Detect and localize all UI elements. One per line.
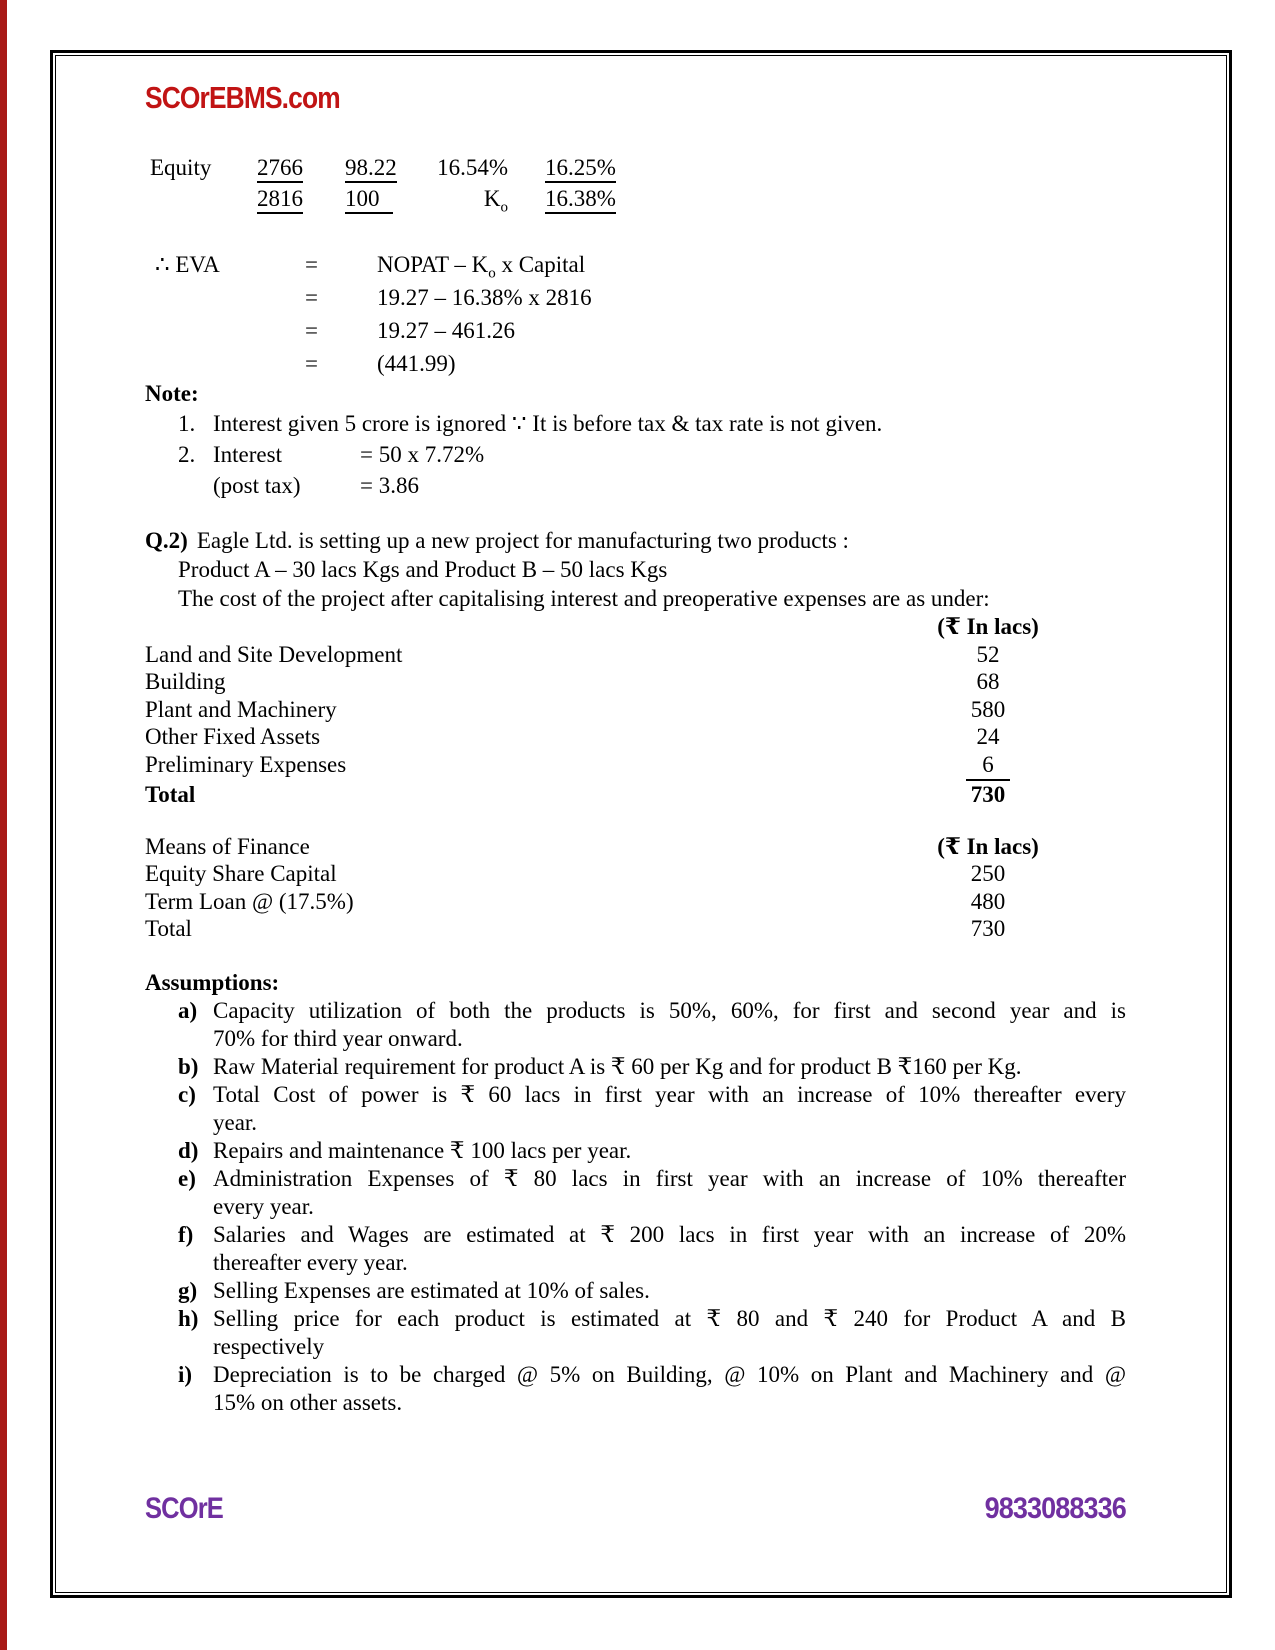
footer-brand: SCOrE — [145, 1492, 223, 1525]
assumption-b: b) Raw Material requirement for product A is ₹ 60 per Kg and for product B ₹160 per Kg. — [178, 1053, 1022, 1079]
eva-result: (441.99) — [377, 351, 456, 376]
assumption-a: a) Capacity utilization of both the products is 50%, 60%, for first and second year and is 70% for third year onward. — [178, 997, 1126, 1051]
assumption-i: i) Depreciation is to be charged @ 5% on Building, @ 10% on Plant and Machinery and @ 15% on other assets. — [178, 1361, 1126, 1415]
equity-r1-c2: 98.22 — [345, 155, 397, 183]
ko-subscript: o — [488, 265, 496, 282]
note-heading: Note: — [145, 381, 199, 406]
assumption-d: d) Repairs and maintenance ₹ 100 lacs per year. — [178, 1137, 632, 1163]
eva-calculation-block — [145, 248, 1126, 380]
question-2-intro: Q.2) Eagle Ltd. is setting up a new project for manufacturing two products : — [145, 528, 849, 553]
table-row: Plant and Machinery 580 — [145, 696, 1006, 722]
note-item-1: 1. Interest given 5 crore is ignored ∵ It is before tax & tax rate is not given. — [145, 408, 1126, 439]
note-section — [145, 380, 1126, 501]
assumption-e: e) Administration Expenses of ₹ 80 lacs in first year with an increase of 10% thereafter every year. — [178, 1165, 1126, 1219]
equity-row-1 — [150, 152, 1126, 183]
assumption-g: g) Selling Expenses are estimated at 10% of sales. — [178, 1277, 650, 1303]
eva-line-4: = (441.99) — [155, 347, 1126, 380]
equity-r2-c3-ko: $K_o$ — [483, 186, 508, 216]
question-2-products: Product A – 30 lacs Kgs and Product B – 50 lacs Kgs — [178, 557, 668, 582]
eva-label: ∴ EVA — [155, 252, 220, 277]
assumption-f: f) Salaries and Wages are estimated at ₹ 200 lacs in first year with an increase of 20% thereafter every year. — [178, 1221, 1126, 1275]
page-content — [56, 56, 1226, 1592]
assumption-h: h) Selling price for each product is estimated at ₹ 80 and ₹ 240 for Product A and B respectively — [178, 1305, 1126, 1359]
equity-working-table — [145, 152, 1126, 214]
site-logo: SCOrEBMS.com — [145, 80, 340, 115]
finance-amount-header: (₹ In lacs) — [937, 833, 1039, 859]
ko-subscript: o — [500, 199, 508, 216]
page-frame — [50, 50, 1232, 1598]
page-footer — [145, 1492, 1126, 1526]
means-of-finance-table — [145, 833, 1126, 943]
question-2-cost-intro: The cost of the project after capitalising interest and preoperative expenses are as under: — [178, 586, 990, 611]
assumptions-section — [145, 969, 1126, 1417]
assumptions-heading: Assumptions: — [145, 969, 280, 995]
finance-total-row: Total 730 — [145, 916, 1006, 941]
table-row: Building 68 — [145, 669, 1000, 694]
assumption-c: c) Total Cost of power is ₹ 60 lacs in first year with an increase of 10% thereafter every year. — [178, 1081, 1126, 1135]
page-left-edge-stripe — [0, 0, 7, 1650]
cost-total-row: Total 730 — [145, 782, 1006, 807]
equity-r1-c3: 16.54% — [437, 155, 508, 180]
footer-phone-number: 9833088336 — [984, 1492, 1126, 1525]
eva-line-2: = 19.27 – 16.38% x 2816 — [305, 285, 592, 310]
table-row: Preliminary Expenses 6 — [145, 751, 1126, 782]
question-2 — [145, 526, 1126, 613]
equity-r2-c2: 100 — [345, 186, 393, 214]
equity-r1-c1: 2766 — [257, 155, 303, 183]
eva-formula: NOPAT – $K_o$ x Capital — [377, 252, 586, 282]
question-number: Q.2) — [145, 528, 188, 553]
note-item-2: 2. Interest = 50 x 7.72% (post tax) = 3.86 — [178, 442, 485, 498]
page-frame-inner-border — [55, 55, 1227, 1593]
equity-row-2 — [150, 183, 1126, 214]
note-item-1-text: Interest given 5 crore is ignored ∵ It is before tax & tax rate is not given. — [213, 411, 883, 436]
table-row: Equity Share Capital 250 — [145, 861, 1006, 886]
project-cost-table — [145, 613, 1126, 809]
finance-heading: Means of Finance — [145, 833, 310, 859]
eva-line-3: = 19.27 – 461.26 — [305, 318, 515, 343]
table-row: Land and Site Development 52 — [145, 641, 1000, 667]
finance-header-row — [145, 833, 1126, 861]
equity-r2-c4: 16.38% — [545, 186, 616, 214]
equity-label: Equity — [150, 155, 212, 180]
equity-r2-c1: 2816 — [257, 186, 303, 214]
cost-amount-header: (₹ In lacs) — [937, 614, 1039, 639]
equity-r1-c4: 16.25% — [545, 155, 616, 183]
table-row: Term Loan @ (17.5%) 480 — [145, 888, 1006, 914]
eva-line-1: ∴ EVA = NOPAT – $K_o$ x Capital — [155, 248, 1126, 281]
table-row: Other Fixed Assets 24 — [145, 724, 1000, 749]
